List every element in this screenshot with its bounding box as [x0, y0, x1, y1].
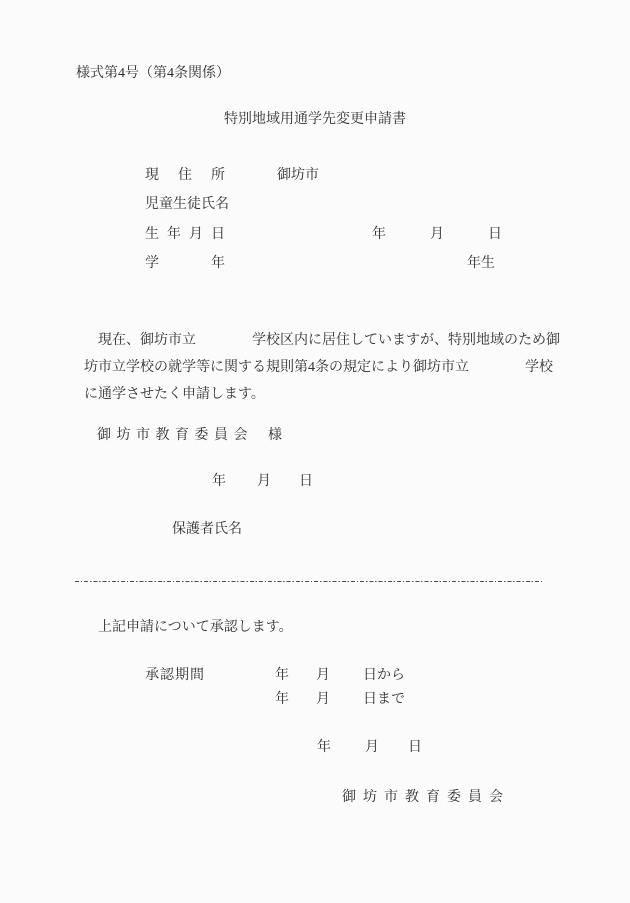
body-line-2: 坊市立学校の就学等に関する規則第4条の規定により御坊市立 学校 [84, 360, 553, 375]
address-value: 御坊市 [277, 168, 319, 183]
approval-note: 上記申請について承認します。 [98, 620, 293, 635]
address-label: 現住所 [145, 168, 225, 183]
approval-date-month-unit: 月 [365, 740, 379, 755]
birth-year-unit: 年 [372, 227, 386, 242]
addressee-honorific: 様 [268, 428, 282, 443]
birth-date-label: 生年月日 [145, 227, 225, 242]
committee-signature: 御坊市教育委員会 [342, 790, 510, 805]
guardian-name-label: 保護者氏名 [172, 522, 242, 537]
approval-date-day-unit: 日 [408, 740, 422, 755]
application-date-day-unit: 日 [299, 474, 313, 489]
approval-date-year-unit: 年 [317, 740, 331, 755]
period-from-day-suffix: 日から [363, 668, 405, 683]
period-to-year-unit: 年 [275, 692, 289, 707]
grade-label: 学年 [145, 256, 225, 271]
application-date-month-unit: 月 [257, 474, 271, 489]
section-divider [75, 581, 543, 582]
period-to-month-unit: 月 [316, 692, 330, 707]
application-date-year-unit: 年 [212, 474, 226, 489]
period-to-day-suffix: 日まで [363, 692, 405, 707]
body-line-3: に通学させたく申請します。 [84, 387, 265, 402]
period-from-month-unit: 月 [316, 668, 330, 683]
addressee-name: 御坊市教育委員会 [97, 428, 253, 443]
birth-day-unit: 日 [488, 227, 502, 242]
form-number: 様式第4号（第4条関係） [76, 66, 230, 81]
grade-suffix: 年生 [467, 256, 495, 271]
period-from-year-unit: 年 [275, 668, 289, 683]
birth-month-unit: 月 [430, 227, 444, 242]
body-line-1: 現在、御坊市立 学校区内に居住していますが、特別地域のため御 [84, 333, 560, 348]
student-name-label: 児童生徒氏名 [145, 197, 229, 212]
document-title: 特別地域用通学先変更申請書 [224, 112, 406, 127]
approval-period-label: 承認期間 [145, 668, 205, 683]
